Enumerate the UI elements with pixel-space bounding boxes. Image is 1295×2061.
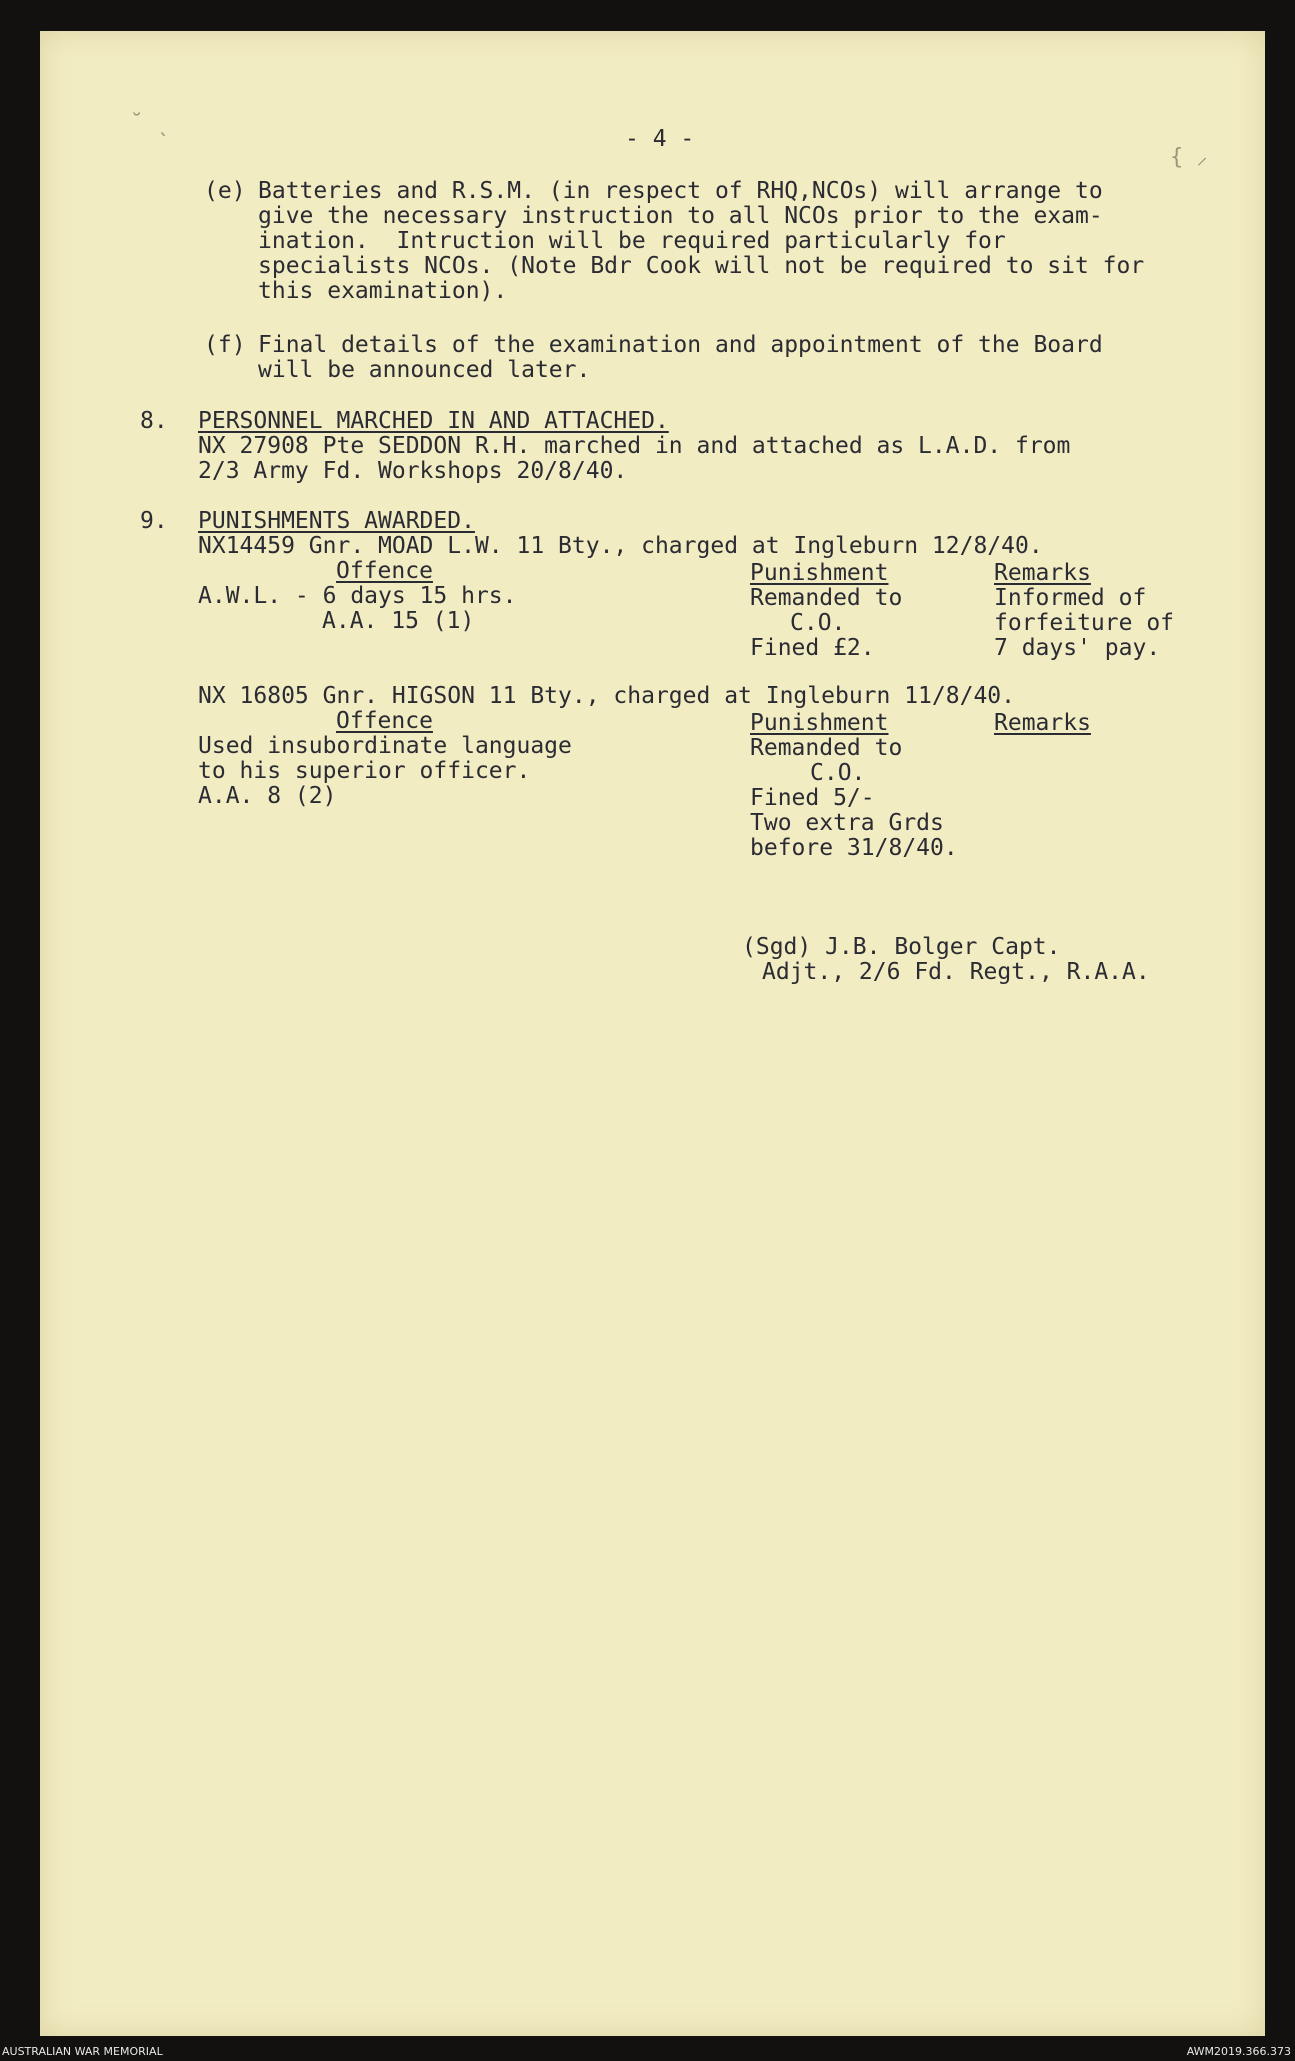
item-e-line: this examination). — [258, 278, 508, 304]
case-2-offence-line: Used insubordinate language — [198, 733, 572, 759]
section-8-line: NX 27908 Pte SEDDON R.H. marched in and attached as L.A.D. from — [198, 433, 1071, 459]
case-1-remarks-line: forfeiture of — [994, 610, 1175, 636]
case-2-remarks-header: Remarks — [994, 710, 1091, 736]
case-2-punishment-line: Remanded to — [750, 735, 903, 761]
case-2-punishment-line: Fined 5/- — [750, 785, 875, 811]
case-1-punishment-line: Fined £2. — [750, 635, 875, 661]
punch-mark-right: { ⸝ — [1170, 145, 1208, 170]
punch-mark-left: ˘ ˎ — [130, 111, 170, 136]
item-f-line: Final details of the examination and appointment of the Board — [258, 332, 1103, 358]
case-1-remarks-line: Informed of — [994, 585, 1147, 611]
item-e-line: Batteries and R.S.M. (in respect of RHQ,NCOs) will arrange to — [258, 178, 1103, 204]
document-page — [40, 31, 1265, 2036]
case-2-punishment-line: before 31/8/40. — [750, 835, 958, 861]
item-f-label: (f) — [204, 332, 246, 358]
footer-accession-number: AWM2019.366.373 — [1186, 2045, 1291, 2058]
case-2-offence-line: to his superior officer. — [198, 758, 531, 784]
section-9-number: 9. — [140, 508, 168, 534]
case-1-offence-line: A.W.L. - 6 days 15 hrs. — [198, 583, 517, 609]
page-number: - 4 - — [625, 126, 695, 152]
document-body — [40, 31, 1265, 2036]
item-f-line: will be announced later. — [258, 357, 591, 383]
case-2-charge: NX 16805 Gnr. HIGSON 11 Bty., charged at Ingleburn 11/8/40. — [198, 683, 1015, 709]
case-1-remarks-line: 7 days' pay. — [994, 635, 1161, 661]
case-1-offence-header: Offence — [336, 558, 433, 584]
signature-line: Adjt., 2/6 Fd. Regt., R.A.A. — [762, 959, 1150, 985]
case-1-punishment-header: Punishment — [750, 560, 889, 586]
item-e-line: give the necessary instruction to all NCOs prior to the exam- — [258, 203, 1103, 229]
case-2-punishment-line: C.O. — [810, 760, 866, 786]
case-2-punishment-line: Two extra Grds — [750, 810, 944, 836]
section-8-heading: PERSONNEL MARCHED IN AND ATTACHED. — [198, 408, 669, 434]
item-e-line: ination. Intruction will be required particularly for — [258, 228, 1006, 254]
case-2-offence-line: A.A. 8 (2) — [198, 783, 337, 809]
section-9-heading: PUNISHMENTS AWARDED. — [198, 508, 475, 534]
case-1-punishment-line: C.O. — [790, 610, 846, 636]
item-e-label: (e) — [204, 178, 246, 204]
case-1-offence-line: A.A. 15 (1) — [322, 608, 475, 634]
case-1-punishment-line: Remanded to — [750, 585, 903, 611]
case-2-punishment-header: Punishment — [750, 710, 889, 736]
case-1-remarks-header: Remarks — [994, 560, 1091, 586]
footer-credit: AUSTRALIAN WAR MEMORIAL — [2, 2045, 163, 2058]
section-8-number: 8. — [140, 408, 168, 434]
item-e-line: specialists NCOs. (Note Bdr Cook will not be required to sit for — [258, 253, 1145, 279]
case-1-charge: NX14459 Gnr. MOAD L.W. 11 Bty., charged at Ingleburn 12/8/40. — [198, 533, 1043, 559]
section-8-line: 2/3 Army Fd. Workshops 20/8/40. — [198, 458, 628, 484]
case-2-offence-header: Offence — [336, 708, 433, 734]
signature-line: (Sgd) J.B. Bolger Capt. — [742, 934, 1061, 960]
